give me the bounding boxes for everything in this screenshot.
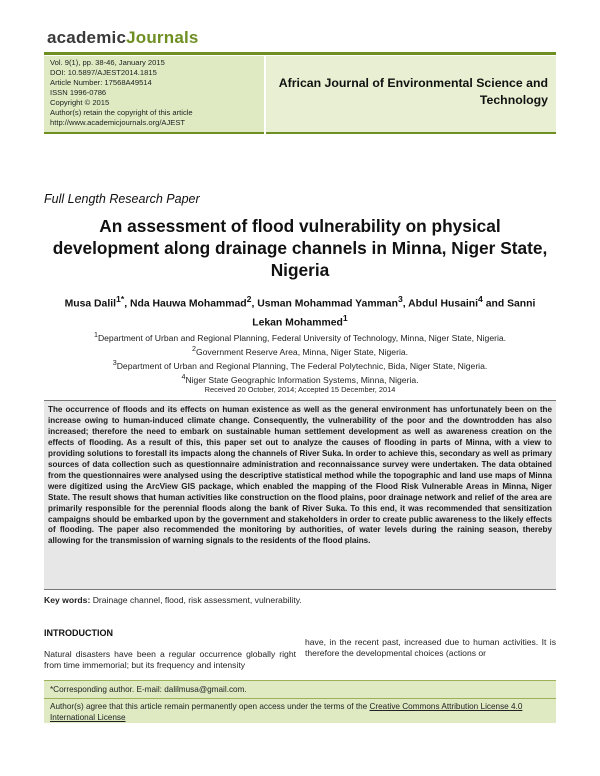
info-volume: Vol. 9(1), pp. 38-46, January 2015: [50, 58, 165, 67]
affiliation-item: [44, 330, 556, 344]
author-list: [50, 292, 550, 331]
author-sup: 3: [397, 294, 403, 304]
author-separator: ,: [402, 298, 409, 310]
author-sup: 4: [478, 294, 483, 304]
header-rule: [44, 52, 556, 55]
info-issn: ISSN 1996-0786: [50, 88, 107, 97]
affiliation-text: Niger State Geographic Information Systems, Minna, Nigeria.: [185, 374, 419, 385]
received-dates: Received 20 October, 2014; Accepted 15 December, 2014: [204, 385, 396, 394]
footnote-divider: [44, 698, 556, 699]
journal-title: African Journal of Environmental Science and Technology: [278, 76, 548, 107]
affiliation-text: Government Reserve Area, Minna, Niger State, Nigeria.: [195, 346, 409, 357]
affiliation-item: [44, 344, 556, 358]
author-separator: ,: [251, 298, 258, 310]
author-sup: 2: [246, 294, 252, 304]
intro-right-column: have, in the recent past, increased due to human activities. It is therefore the developmental choices (actions or: [305, 637, 556, 658]
section-heading-introduction: INTRODUCTION: [44, 628, 113, 638]
author-name: Sanni Lekan Mohammed: [252, 298, 536, 329]
abstract-box: [44, 400, 556, 590]
affiliation-sup: 3: [112, 358, 117, 367]
info-doi: DOI: 10.5897/AJEST2014.1815: [50, 68, 157, 77]
affiliation-list: [44, 330, 556, 385]
info-rights: Author(s) retain the copyright of this article: [50, 108, 193, 117]
info-article-number: Article Number: 17568A49514: [50, 78, 152, 87]
license-prefix: Author(s) agree that this article remain permanently open access under the terms of the: [50, 702, 370, 711]
corresponding-author: *Corresponding author. E-mail: dalilmusa@gmail.com.: [50, 685, 247, 694]
affiliation-item: [44, 372, 556, 386]
affiliation-sup: 2: [191, 344, 196, 353]
abstract-text: The occurrence of floods and its effects on human existence as well as the general environment has unfortunately been on the increase owing to human-induced climate change. Consequently, the vulnerability of the poor and the downtrodden has also increased; therefore the need to embark on sustainable human settlement development as well as awareness creation on the effects of flooding. As a result of this, this paper set out to analyze the causes of flooding in parts of Minna, with a view to providing solutions to forestall its impacts along the channels of River Suka. In order to achieve this, secondary as well as primary sources of data collection such as questionnaire administration and reconnaissance survey were undertaken. The data obtained from the questionnaires were analysed using the descriptive statistical method while the topographic and land use maps of Minna were digitized using the ArcView GIS package, which enabled the mapping of the Flood Risk Vulnerable Areas in Minna, Niger State. The result shows that human activities like construction on the flood plains, poor drainage network and relief of the area are primarily responsible for the perennial floods along the bank of River Suka. To this end, it was recommended that sensitization campaigns should be embarked upon by the government and stakeholders in order to create public awareness to the likely effects of flooding. The paper also recommended the monitoring by authorities, of water levels during the raining season, thereby allowing for the transmission of warning signals to the residents of the flood plains.: [48, 405, 552, 546]
publisher-logo: [47, 28, 199, 48]
affiliation-text: Department of Urban and Regional Planning, Federal University of Technology, Minna, Niger State, Nigeria.: [97, 332, 507, 343]
info-url[interactable]: http://www.academicjournals.org/AJEST: [50, 118, 186, 127]
author-name: Musa Dalil: [64, 298, 116, 310]
author-separator: ,: [124, 298, 130, 310]
journal-title-box: [266, 56, 556, 134]
affiliation-text: Department of Urban and Regional Planning, The Federal Polytechnic, Bida, Niger State, Nigeria.: [116, 360, 488, 371]
license-link[interactable]: Creative Commons Attribution License 4.0 International License: [50, 702, 523, 722]
author-name: Nda Hauwa Mohammad: [129, 298, 247, 310]
paper-title: An assessment of flood vulnerability on physical development along drainage channels in Minna, Niger State, Nigeria: [52, 216, 548, 280]
affiliation-item: [44, 358, 556, 372]
article-info-box: [44, 56, 264, 134]
author-sup: 1: [342, 313, 348, 324]
author-name: Usman Mohammad Yamman: [257, 298, 398, 310]
logo-part-journals: Journals: [126, 28, 199, 47]
license-statement: [50, 702, 550, 723]
affiliation-sup: 1: [93, 331, 98, 339]
affiliation-sup: 4: [181, 372, 186, 381]
logo-part-academic: academic: [47, 28, 127, 47]
intro-left-column: Natural disasters have been a regular occurrence globally right from time immemorial; but its frequency and intensity: [44, 649, 296, 670]
keywords-label: Key words:: [44, 595, 91, 605]
paper-type: Full Length Research Paper: [44, 192, 200, 206]
keywords: [44, 595, 556, 605]
footnote-box: [44, 680, 556, 723]
author-sup: 1*: [116, 294, 125, 304]
author-name: Abdul Husaini: [408, 298, 479, 310]
info-copyright: Copyright © 2015: [50, 98, 110, 107]
author-separator: and: [482, 298, 508, 310]
keywords-text: Drainage channel, flood, risk assessment, vulnerability.: [90, 595, 302, 605]
